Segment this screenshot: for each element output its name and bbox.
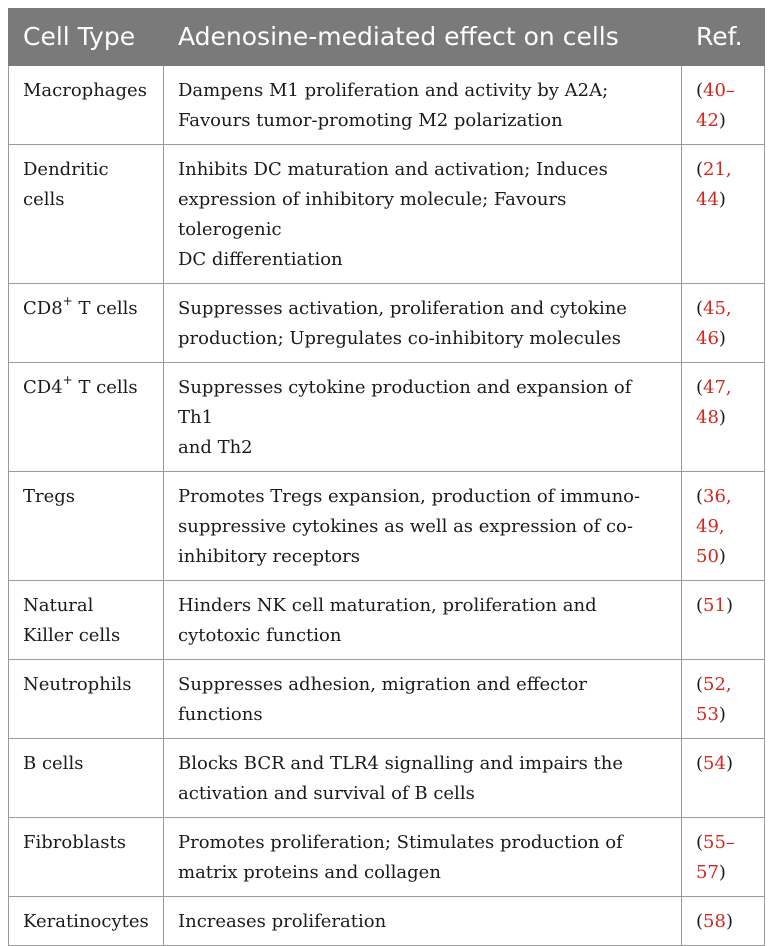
cell-type-superscript: + (62, 294, 73, 308)
ref-cell (682, 472, 765, 581)
cell-type-line: Macrophages (23, 80, 147, 101)
effect-line: Inhibits DC maturation and activation; Induces (178, 159, 608, 180)
ref-line: 42) (696, 110, 726, 131)
ref-cell (682, 818, 765, 897)
cell-type-line: Natural (23, 595, 94, 616)
effect-line: DC differentiation (178, 249, 343, 270)
cell-type-line: B cells (23, 753, 84, 774)
ref-line: 50) (696, 546, 726, 567)
effect-cell (164, 145, 682, 284)
reference-link[interactable]: 48 (696, 407, 719, 428)
cell-type-name: CD8 (23, 298, 63, 319)
ref-cell (682, 660, 765, 739)
reference-link[interactable]: 58 (703, 911, 726, 932)
cell-type-cell (9, 897, 164, 946)
reference-link[interactable]: 36, (703, 486, 732, 507)
reference-link[interactable]: 52, (703, 674, 732, 695)
cell-type-line: cells (23, 189, 65, 210)
cell-type-line: Tregs (23, 486, 76, 507)
table-row (9, 284, 765, 363)
reference-link[interactable]: 42 (696, 110, 719, 131)
cell-type-cell (9, 818, 164, 897)
header-cell-type: Cell Type (9, 9, 164, 66)
cell-type-cell (9, 472, 164, 581)
reference-link[interactable]: 57 (696, 862, 719, 883)
header-effect: Adenosine-mediated effect on cells (164, 9, 682, 66)
ref-cell (682, 739, 765, 818)
ref-line: (47, (696, 377, 732, 398)
reference-link[interactable]: 51 (703, 595, 726, 616)
reference-link[interactable]: 44 (696, 189, 719, 210)
ref-line (696, 512, 750, 542)
table-row (9, 472, 765, 581)
effect-line: Promotes Tregs expansion, production of immuno- (178, 486, 641, 507)
ref-cell (682, 897, 765, 946)
ref-line: (55– (696, 832, 735, 853)
effect-cell (164, 739, 682, 818)
effect-line: Dampens M1 proliferation and activity by A2A; (178, 80, 609, 101)
ref-line: 57) (696, 862, 726, 883)
table-row (9, 581, 765, 660)
ref-line: 46) (696, 328, 726, 349)
effect-line: Suppresses cytokine production and expansion of Th1 (178, 377, 632, 428)
ref-line: (21, (696, 159, 732, 180)
ref-line: 53) (696, 704, 726, 725)
effect-line: production; Upregulates co-inhibitory molecules (178, 328, 621, 349)
table-row (9, 897, 765, 946)
reference-link[interactable]: 54 (703, 753, 726, 774)
cell-type-cell (9, 66, 164, 145)
effect-line: expression of inhibitory molecule; Favours tolerogenic (178, 189, 567, 240)
effect-cell (164, 818, 682, 897)
ref-cell (682, 363, 765, 472)
ref-line: (40– (696, 80, 735, 101)
ref-cell (682, 284, 765, 363)
header-row (9, 9, 765, 66)
table-row (9, 818, 765, 897)
ref-cell (682, 145, 765, 284)
ref-line: (54) (696, 753, 733, 774)
cell-type-suffix: T cells (72, 298, 138, 319)
ref-line: 44) (696, 189, 726, 210)
ref-cell (682, 66, 765, 145)
cell-type-line: Dendritic (23, 159, 109, 180)
effect-line: cytotoxic function (178, 625, 342, 646)
effect-cell (164, 66, 682, 145)
adenosine-effects-table (8, 8, 765, 946)
effect-cell (164, 284, 682, 363)
table-header (9, 9, 765, 66)
effect-line: and Th2 (178, 437, 253, 458)
effect-line: suppressive cytokines as well as expression of co- (178, 516, 633, 537)
effect-line: matrix proteins and collagen (178, 862, 441, 883)
cell-type-cell (9, 581, 164, 660)
ref-cell (682, 581, 765, 660)
reference-link[interactable]: 53 (696, 704, 719, 725)
cell-type-cell (9, 145, 164, 284)
effect-cell (164, 472, 682, 581)
ref-line: (52, (696, 674, 732, 695)
table-row (9, 363, 765, 472)
ref-line: (36, (696, 486, 732, 507)
table-row (9, 739, 765, 818)
cell-type-line: Neutrophils (23, 674, 132, 695)
effect-line: Increases proliferation (178, 911, 387, 932)
effect-line: Promotes proliferation; Stimulates production of (178, 832, 623, 853)
effect-line: Hinders NK cell maturation, proliferation and (178, 595, 597, 616)
effect-cell (164, 660, 682, 739)
cell-type-name: CD4 (23, 377, 63, 398)
effect-line: inhibitory receptors (178, 546, 360, 567)
cell-type-cell (9, 363, 164, 472)
cell-type-suffix: T cells (72, 377, 138, 398)
reference-link[interactable]: 45, (703, 298, 732, 319)
cell-type-line: Killer cells (23, 625, 121, 646)
ref-line: (58) (696, 911, 733, 932)
effect-line: Suppresses adhesion, migration and effector functions (178, 674, 587, 725)
table-row (9, 660, 765, 739)
reference-link[interactable]: 50 (696, 546, 719, 567)
effect-line: Suppresses activation, proliferation and cytokine (178, 298, 627, 319)
cell-type-cell (9, 660, 164, 739)
reference-link[interactable]: 47, (703, 377, 732, 398)
reference-link[interactable]: 49, (696, 516, 725, 537)
reference-link[interactable]: 55– (703, 832, 735, 853)
reference-link[interactable]: 21, (703, 159, 732, 180)
effect-cell (164, 363, 682, 472)
ref-line: 48) (696, 407, 726, 428)
effect-line: Blocks BCR and TLR4 signalling and impairs the (178, 753, 624, 774)
effect-cell (164, 897, 682, 946)
reference-link[interactable]: 46 (696, 328, 719, 349)
effect-line: Favours tumor-promoting M2 polarization (178, 110, 563, 131)
table-body (9, 66, 765, 946)
table-row (9, 145, 765, 284)
cell-type-line: Fibroblasts (23, 832, 126, 853)
cell-type-cell (9, 739, 164, 818)
cell-type-superscript: + (62, 373, 73, 387)
cell-type-line: Keratinocytes (23, 911, 149, 932)
effect-cell (164, 581, 682, 660)
ref-line: (45, (696, 298, 732, 319)
header-ref: Ref. (682, 9, 765, 66)
effect-line: activation and survival of B cells (178, 783, 475, 804)
table-row (9, 66, 765, 145)
reference-link[interactable]: 40– (703, 80, 735, 101)
cell-type-cell (9, 284, 164, 363)
ref-line: (51) (696, 595, 733, 616)
